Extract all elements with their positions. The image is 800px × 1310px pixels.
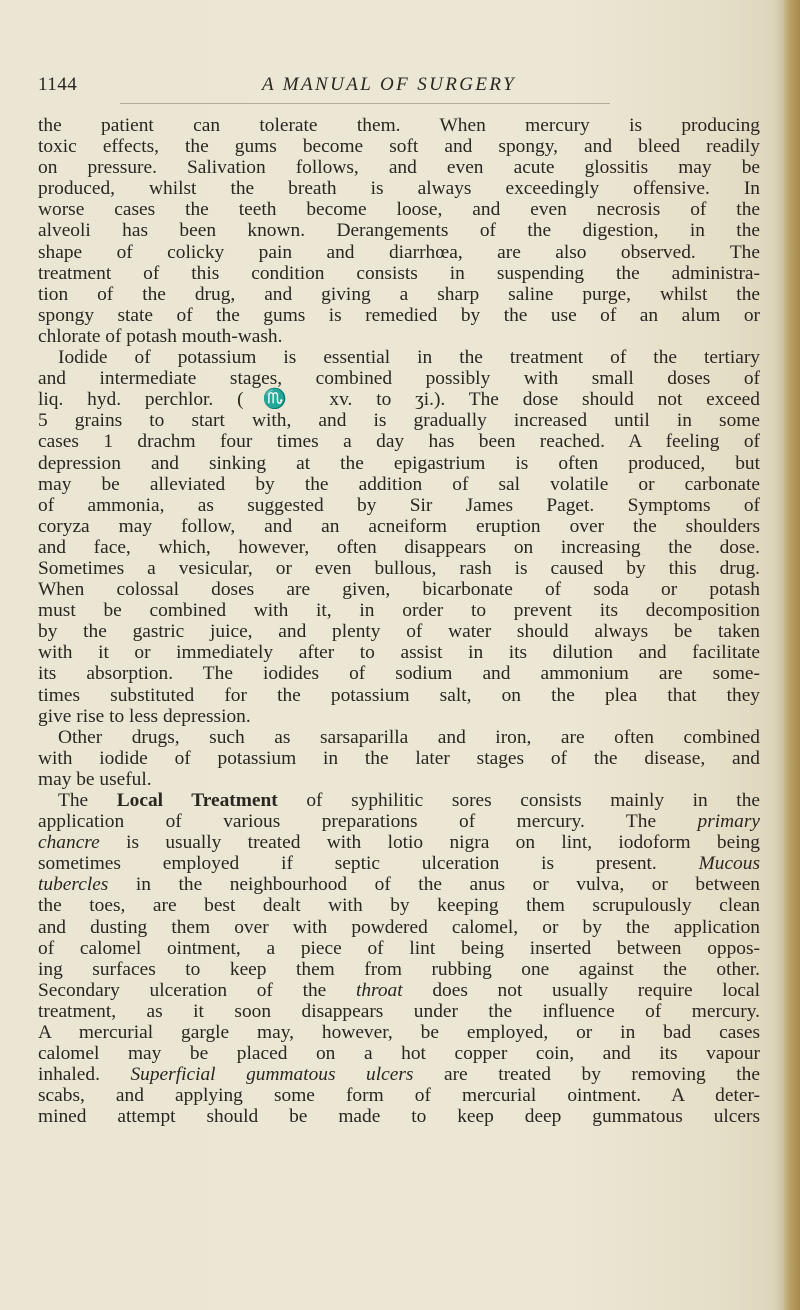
italic-term: throat — [355, 979, 403, 1001]
text-run: application of various preparations of mercury. The — [38, 811, 698, 833]
text-line — [38, 853, 760, 874]
text-line: mined attempt should be made to keep deep gummatous ulcers — [38, 1106, 760, 1128]
book-edge — [784, 0, 800, 1310]
page-gutter-shadow — [774, 0, 784, 1310]
body-text — [38, 115, 760, 1128]
text-line: and dusting them over with powdered calomel, or by the application — [38, 916, 760, 938]
text-run: sometimes employed if septic ulceration is present. — [38, 853, 699, 875]
text-line: depression and sinking at the epigastrium is often produced, but — [38, 452, 760, 474]
running-title: A MANUAL OF SURGERY — [261, 74, 517, 95]
text-line: the toes, are best dealt with by keeping them scrupulously clean — [38, 895, 760, 917]
text-run: of syphilitic sores consists mainly in the — [277, 790, 760, 811]
text-run: inhaled. — [38, 1064, 131, 1086]
text-line: liq. hyd. perchlor. (♏ xv. to ʒi.). The dose should not exceed — [38, 389, 760, 411]
text-line: treatment of this condition consists in suspending the administra- — [38, 262, 760, 284]
text-line: with iodide of potassium in the later stages of the disease, and — [38, 747, 760, 769]
italic-term: primary — [697, 811, 760, 833]
section-heading-local-treatment: Local Treatment — [116, 790, 278, 811]
text-line: worse cases the teeth become loose, and even necrosis of the — [38, 199, 760, 221]
text-line: and face, which, however, often disappears on increasing the dose. — [38, 536, 760, 558]
text-line: cases 1 drachm four times a day has been reached. A feeling of — [38, 431, 760, 453]
text-line: shape of colicky pain and diarrhœa, are also observed. The — [38, 241, 760, 263]
text-line — [38, 811, 760, 832]
text-line: 5 grains to start with, and is gradually increased until in some — [38, 410, 760, 432]
text-line: alveoli has been known. Derangements of the digestion, in the — [38, 220, 760, 242]
text-line: chlorate of potash mouth-wash. — [38, 325, 283, 347]
italic-term: Superficial gummatous ulcers — [130, 1064, 414, 1086]
header-rule — [120, 103, 610, 104]
text-line: Other drugs, such as sarsaparilla and iron, are often combined — [58, 726, 760, 748]
text-line: Sometimes a vesicular, or even bullous, rash is caused by this drug. — [38, 557, 760, 579]
text-line: give rise to less depression. — [38, 705, 251, 727]
italic-term: Mucous — [698, 853, 760, 875]
text-run: are treated by removing the — [413, 1064, 760, 1086]
text-run: is usually treated with lotio nigra on lint, iodoform being — [99, 832, 760, 854]
text-line: treatment, as it soon disappears under the influence of mercury. — [38, 1000, 760, 1022]
text-line: may be alleviated by the addition of sal volatile or carbonate — [38, 473, 760, 495]
text-line: scabs, and applying some form of mercurial ointment. A deter- — [38, 1085, 760, 1107]
text-line: of calomel ointment, a piece of lint being inserted between oppos- — [38, 937, 760, 959]
text-line: coryza may follow, and an acneiform eruption over the shoulders — [38, 515, 760, 537]
text-run: does not usually require local — [402, 979, 760, 1001]
text-line: may be useful. — [38, 768, 152, 790]
italic-term: tubercles — [38, 874, 109, 896]
text-line: A mercurial gargle may, however, be employed, or in bad cases — [38, 1022, 760, 1044]
text-line: its absorption. The iodides of sodium and ammonium are some- — [38, 663, 760, 685]
text-line: toxic effects, the gums become soft and spongy, and bleed readily — [38, 136, 760, 158]
text-line: When colossal doses are given, bicarbonate of soda or potash — [38, 579, 760, 601]
text-line: on pressure. Salivation follows, and even acute glossitis may be — [38, 157, 760, 179]
text-run: The — [58, 790, 117, 811]
text-line — [38, 1064, 760, 1085]
text-line — [38, 790, 760, 811]
text-line: the patient can tolerate them. When mercury is producing — [38, 115, 760, 136]
text-line: ing surfaces to keep them from rubbing one against the other. — [38, 958, 760, 980]
text-line: tion of the drug, and giving a sharp saline purge, whilst the — [38, 283, 760, 305]
text-line: times substituted for the potassium salt, on the plea that they — [38, 684, 760, 706]
text-line — [38, 832, 760, 853]
page-header — [38, 74, 740, 96]
text-line — [38, 980, 760, 1001]
text-run: in the neighbourhood of the anus or vulva, or between — [108, 874, 760, 896]
text-line: produced, whilst the breath is always exceedingly offensive. In — [38, 178, 760, 200]
text-line: must be combined with it, in order to prevent its decomposition — [38, 600, 760, 622]
text-line: by the gastric juice, and plenty of water should always be taken — [38, 621, 760, 643]
text-line — [38, 874, 760, 895]
text-line: of ammonia, as suggested by Sir James Paget. Symptoms of — [38, 494, 760, 516]
text-line: and intermediate stages, combined possibly with small doses of — [38, 368, 760, 390]
text-line: spongy state of the gums is remedied by the use of an alum or — [38, 304, 760, 326]
text-line: with it or immediately after to assist in its dilution and facilitate — [38, 642, 760, 664]
text-run: Secondary ulceration of the — [38, 979, 356, 1001]
page-number: 1144 — [38, 74, 78, 95]
text-line: Iodide of potassium is essential in the treatment of the tertiary — [58, 347, 760, 369]
text-line: calomel may be placed on a hot copper coin, and its vapour — [38, 1043, 760, 1065]
italic-term: chancre — [38, 832, 100, 854]
